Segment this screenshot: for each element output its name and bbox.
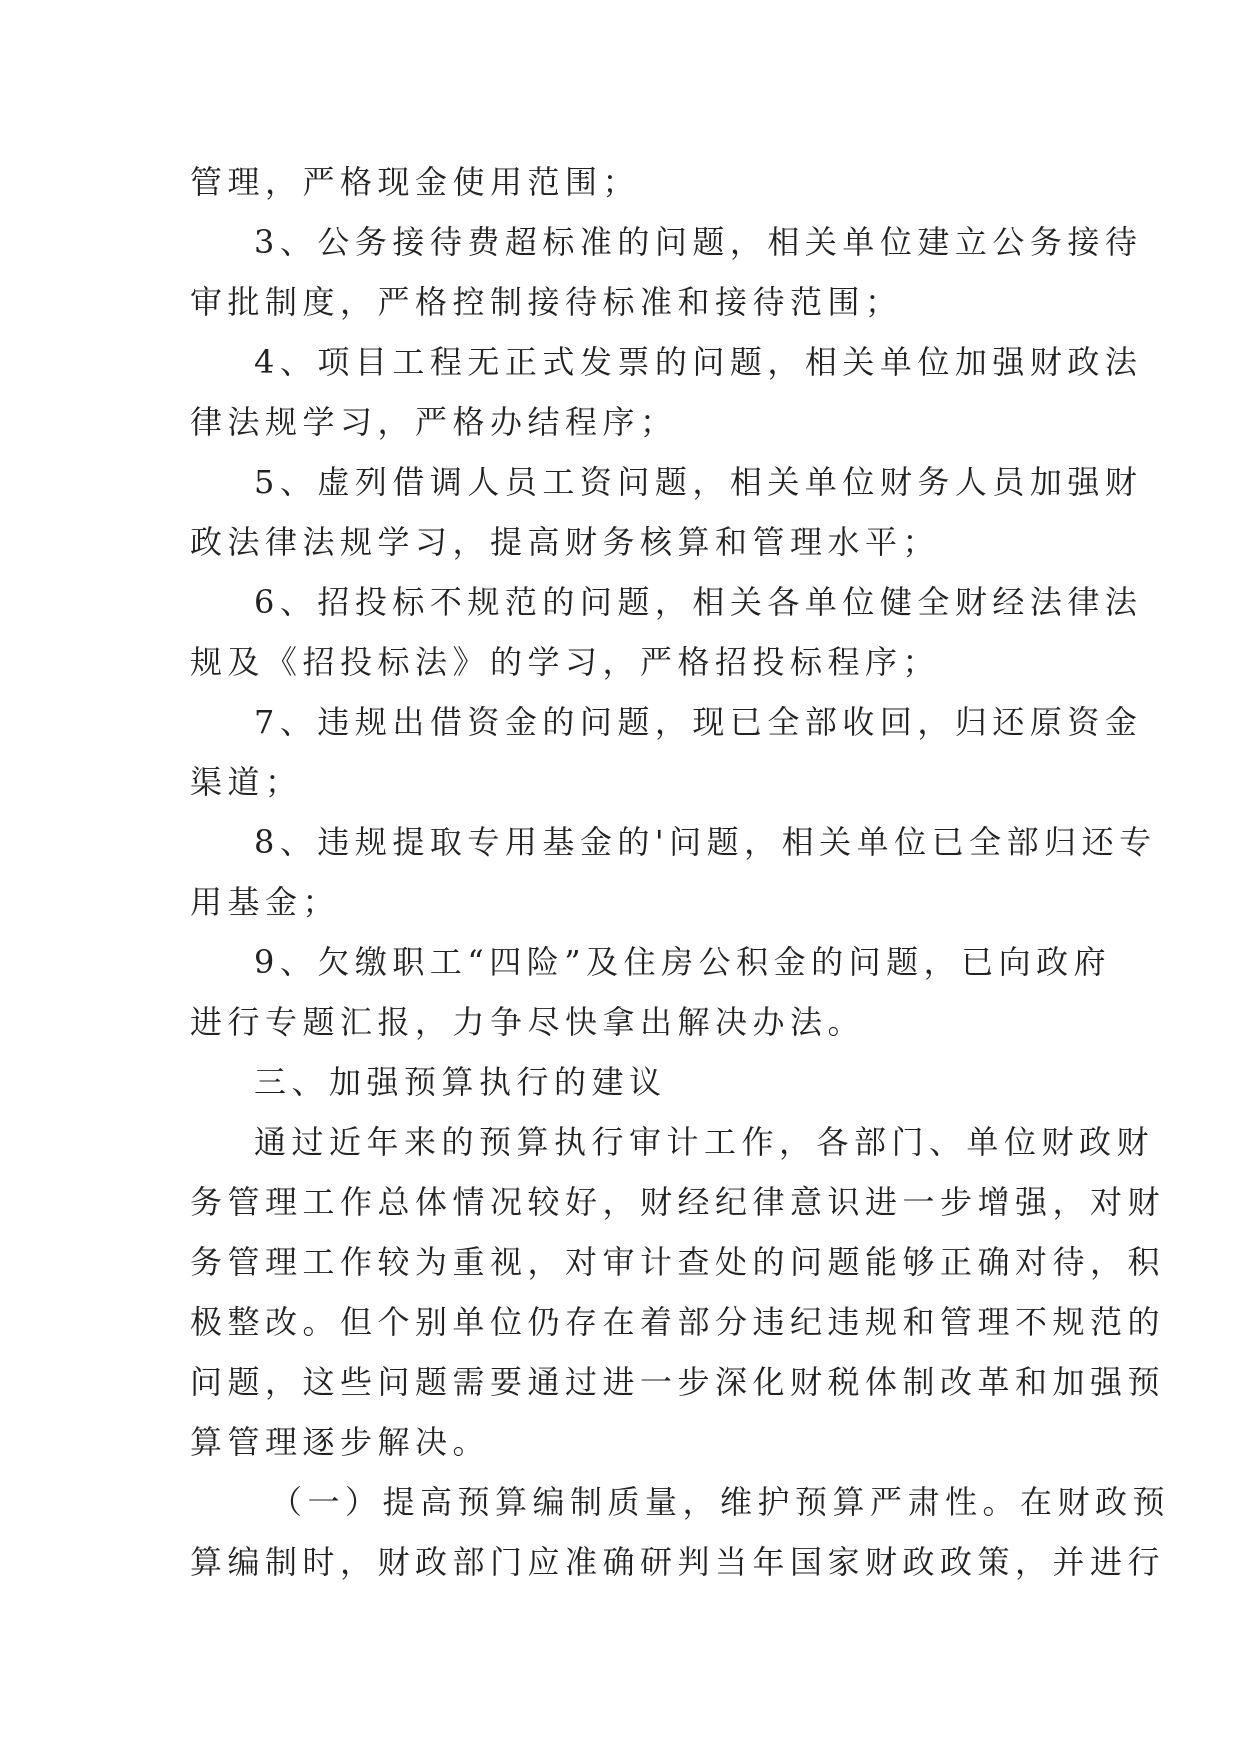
text-line: 渠道；	[190, 763, 303, 801]
text-line: 5、虚列借调人员工资问题，相关单位财务人员加强财	[254, 463, 1143, 501]
text-line: 6、招投标不规范的问题，相关各单位健全财经法律法	[254, 583, 1143, 621]
text-line: 务管理工作较为重视，对审计查处的问题能够正确对待，积	[190, 1243, 1166, 1281]
subsection-heading-line: （一）提高预算编制质量，维护预算严肃性。在财政预	[270, 1483, 1171, 1521]
text-line: 审批制度，严格控制接待标准和接待范围；	[190, 283, 903, 321]
text-line: 算管理逐步解决。	[190, 1423, 491, 1461]
text-line: 务管理工作总体情况较好，财经纪律意识进一步增强，对财	[190, 1183, 1166, 1221]
text-line: 9、欠缴职工“四险”及住房公积金的问题，已向政府	[254, 943, 1112, 981]
text-line: 7、违规出借资金的问题，现已全部收回，归还原资金	[254, 703, 1143, 741]
text-line: 规及《招投标法》的学习，严格招投标程序；	[190, 643, 941, 681]
text-line: 4、项目工程无正式发票的问题，相关单位加强财政法	[254, 343, 1143, 381]
document-body	[190, 152, 1171, 1592]
text-line: 律法规学习，严格办结程序；	[190, 403, 678, 441]
text-line: 问题，这些问题需要通过进一步深化财税体制改革和加强预	[190, 1363, 1166, 1401]
text-line: 8、违规提取专用基金的'问题，相关单位已全部归还专	[254, 823, 1157, 861]
text-line: 政法律法规学习，提高财务核算和管理水平；	[190, 523, 941, 561]
text-line: 用基金；	[190, 883, 341, 921]
text-line: 进行专题汇报，力争尽快拿出解决办法。	[190, 1003, 866, 1041]
section-heading: 三、加强预算执行的建议	[254, 1063, 667, 1101]
text-line: 管理，严格现金使用范围；	[190, 163, 641, 201]
text-line: 3、公务接待费超标准的问题，相关单位建立公务接待	[254, 223, 1143, 261]
text-line: 通过近年来的预算执行审计工作，各部门、单位财政财	[254, 1123, 1155, 1161]
text-line: 算编制时，财政部门应准确研判当年国家财政政策，并进行	[190, 1543, 1166, 1581]
text-line: 极整改。但个别单位仍存在着部分违纪违规和管理不规范的	[190, 1303, 1166, 1341]
